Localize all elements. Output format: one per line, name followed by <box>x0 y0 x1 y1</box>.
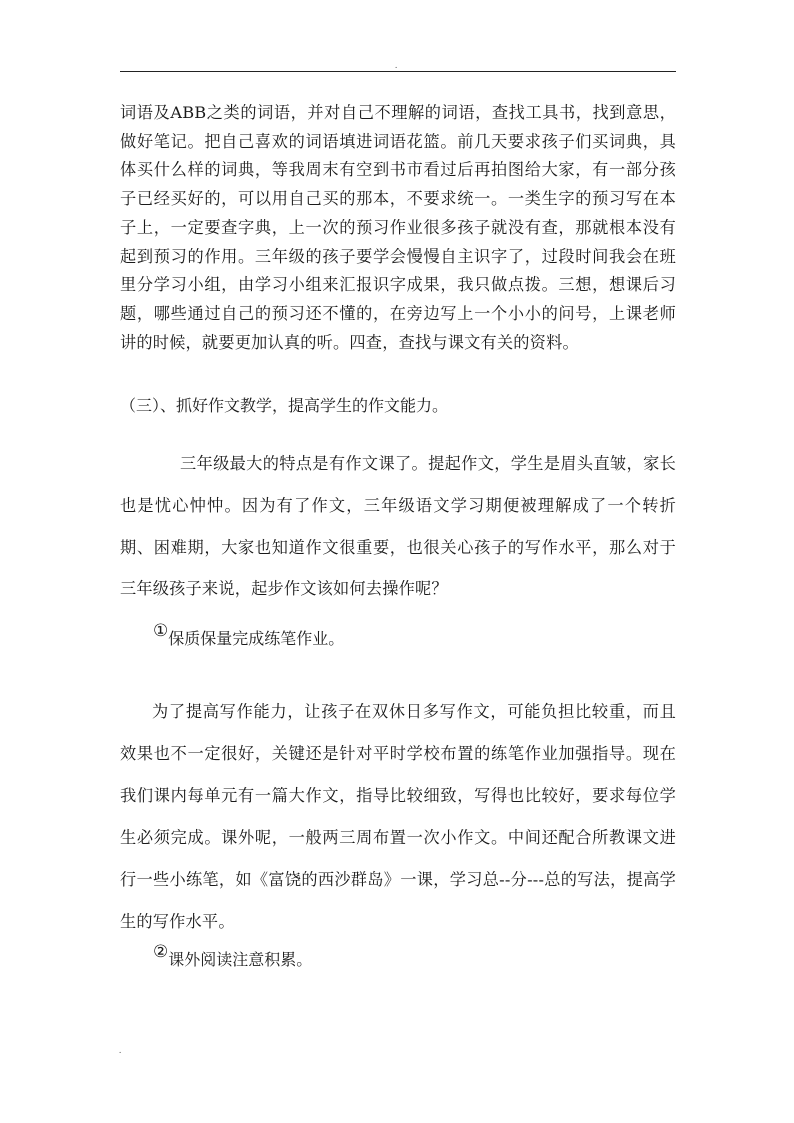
circled-number-1: ① <box>153 621 169 641</box>
footer-marker: . <box>119 1045 122 1055</box>
list-item-2-title: 课外阅读注意积累。 <box>168 950 313 969</box>
section-heading: （三）、抓好作文教学，提高学生的作文能力。 <box>120 396 449 415</box>
header-marker: . <box>395 60 398 70</box>
list-item-1-title: 保质保量完成练笔作业。 <box>168 629 345 648</box>
continuation-paragraph: 词语及ABB之类的词语，并对自己不理解的词语，查找工具书，找到意思，做好笔记。把自己喜欢的词语填进词语花篮。前几天要求孩子们买词典，具体买什么样的词典，等我周末有空到书市看过后再拍图给大家，有一部分孩子已经买好的，可以用自己买的那本，不要求统一。一类生字的预习写在本子上，一定要查字典，上一次的预习作业很多孩子就没有查，那就根本没有起到预习的作用。三年级的孩子要学会慢慢自主识字了，过段时间我会在班里分学习小组，由学习小组来汇报识字成果，我只做点拨。三想，想课后习题，哪些通过自己的预习还不懂的，在旁边写上一个小小的问号，上课老师讲的时候，就要更加认真的听。四查，查找与课文有关的资料。 <box>120 103 676 352</box>
intro-paragraph: 三年级最大的特点是有作文课了。提起作文，学生是眉头直皱，家长也是忧心忡忡。因为有了作文，三年级语文学习期便被理解成了一个转折期、困难期，大家也知道作文很重要，也很关心孩子的写作水平，那么对于三年级孩子来说，起步作文该如何去操作呢？ <box>120 454 676 599</box>
header-rule <box>120 71 676 72</box>
list-item-1 <box>153 621 345 651</box>
item1-body-paragraph: 为了提高写作能力，让孩子在双休日多写作文，可能负担比较重，而且效果也不一定很好，关键还是针对平时学校布置的练笔作业加强指导。现在我们课内每单元有一篇大作文，指导比较细致，写得也比较好，要求每位学生必须完成。课外呢，一般两三周布置一次小作文。中间还配合所教课文进行一些小练笔，如《富饶的西沙群岛》一课，学习总--分---总的写法，提高学生的写作水平。 <box>120 702 676 931</box>
circled-number-2: ② <box>153 942 169 962</box>
list-item-2 <box>153 942 313 972</box>
